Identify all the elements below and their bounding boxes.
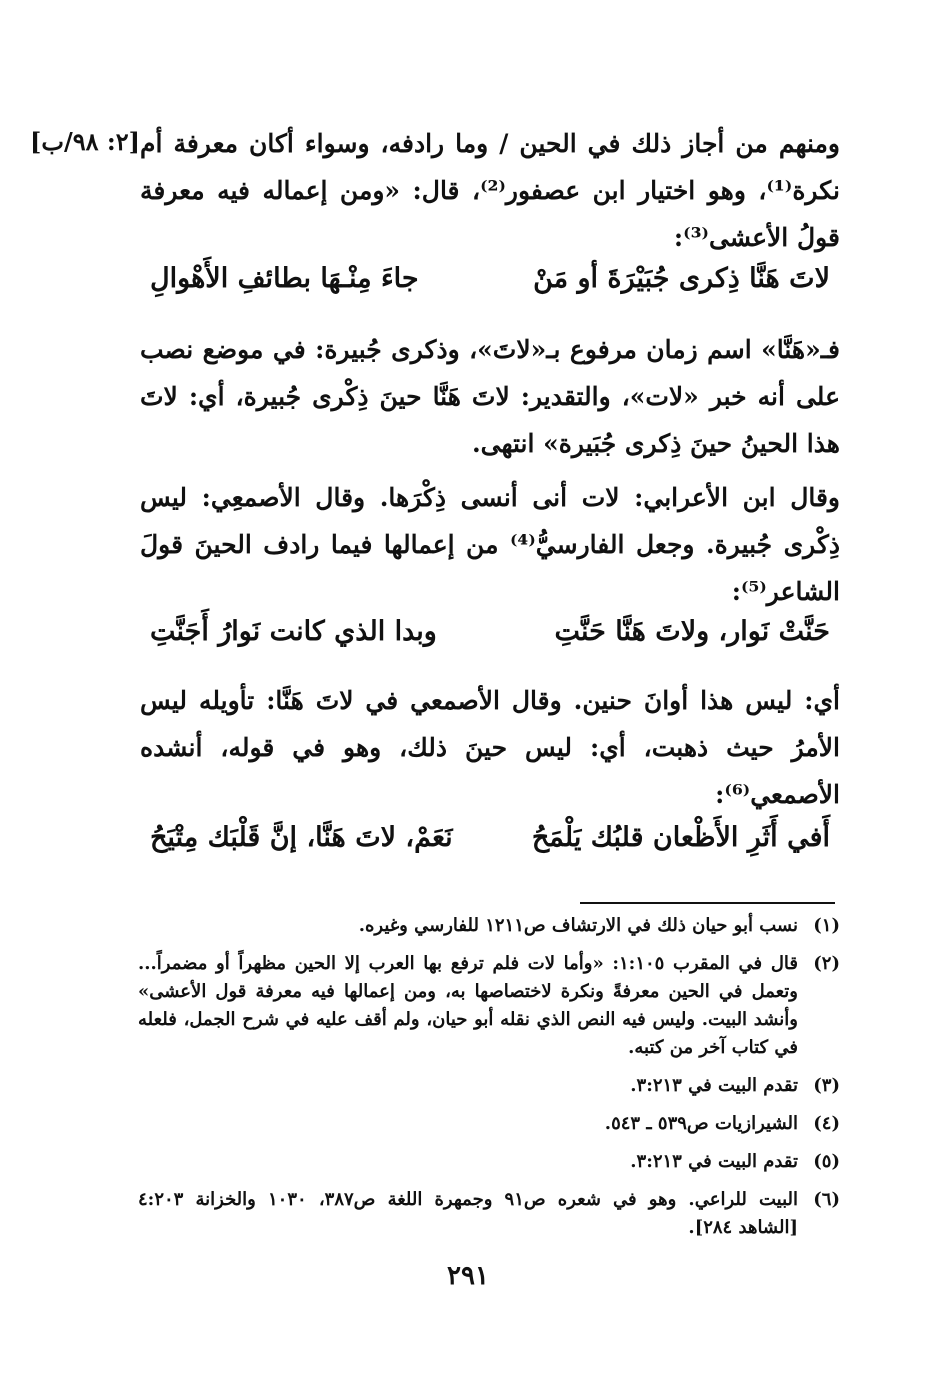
paragraph-1 [140,120,840,261]
footnote-number: (٥) [813,1151,840,1172]
footnote-number: (١) [813,915,840,936]
footnote-text: تقدم البيت في ٣:٢١٣. [630,1075,798,1096]
footnote-5 [138,1148,840,1176]
footnote-separator-rule [580,902,835,904]
verse-2 [150,616,830,647]
manuscript-ref-marker: [٢: ٩٨/ب] [30,127,140,156]
verse-3 [150,822,830,853]
footnote-text: الشيرازيات ص٥٣٩ ـ ٥٤٣. [604,1113,798,1134]
verse-second-hemistich: وبدا الذي كانت نَوارُ أَجَنَّتِ [150,616,437,647]
footnote-text: البيت للراعي. وهو في شعره ص٩١ وجمهرة اللغة ص٣٨٧، ١٠٣٠ والخزانة ٤:٢٠٣ [الشاهد ٢٨٤]. [138,1189,798,1238]
paragraph-3 [140,474,840,615]
verse-first-hemistich: حَنَّتْ نَوار، ولاتَ هَنَّا حَنَّتِ [554,616,830,647]
footnote-text: قال في المقرب ١:١٠٥: «وأما لات فلم ترفع بها العرب إلا الحين مظهراً أو مضمراً... وتعمل في الحين معرفةً ونكرة لاختصاصها به، ومن إعمالها فيه معرفة قول الأعشى» وأنشد البيت. وليس فيه النص الذي نقله أبو حيان، ولم أقف عليه في شرح الجمل، فلعله في كتاب آخر من كتبه. [138,953,799,1058]
footnote-text: نسب أبو حيان ذلك في الارتشاف ص١٢١١ للفارسي وغيره. [358,915,798,936]
page-number: ٢٩١ [447,1261,489,1291]
footnote-6 [138,1186,840,1242]
paragraph-2 [140,326,840,467]
footnote-number: (٦) [813,1189,840,1210]
paragraph-4 [140,677,840,818]
verse-second-hemistich: جاءَ مِنْـهَا بطائفِ الأَهْوالِ [150,263,419,294]
paragraph-text: فـ«هَنَّا» اسم زمان مرفوع بـ«لاتَ»، وذكرى جُبيرة: في موضع نصب على أنه خبر «لات»، والتقدير: لاتَ هَنَّا حينَ ذِكْرى جُبيرة، أي: لاتَ هذا الحينُ حينَ ذِكرى جُبَيرة» انتهى. [140,335,840,458]
footnote-number: (٤) [813,1113,840,1134]
verse-first-hemistich: أَفي أَثَرِ الأَظْعان قلبُك يَلْمَحُ [531,822,830,853]
verse-1 [150,263,830,294]
footnote-3 [138,1072,840,1100]
footnote-2 [138,950,840,1062]
footnote-4 [138,1110,840,1138]
paragraph-text: وقال ابن الأعرابي: لات أنى أنسى ذِكْرَها. وقال الأصمعِي: ليس ذِكْرى جُبيرة. وجعل الفارسيُّ⁽⁴⁾ من إعمالها فيما رادف الحينَ قولَ الشاعر⁽⁵⁾: [140,483,840,606]
paragraph-text: أي: ليس هذا أوانَ حنين. وقال الأصمعي في لاتَ هَنَّا: تأويله ليس الأمرُ حيث ذهبت، أي: ليس حينَ ذلك، وهو في قوله، أنشده الأصمعي⁽⁶⁾: [140,686,840,809]
footnote-number: (٣) [813,1075,840,1096]
footnote-text: تقدم البيت في ٣:٢١٣. [630,1151,798,1172]
verse-second-hemistich: نَعَمْ، لاتَ هَنَّا، إنَّ قَلْبَك مِتْيَحُ [150,822,453,853]
footnote-number: (٢) [813,953,840,974]
footnotes [138,912,840,1252]
verse-first-hemistich: لاتَ هَنَّا ذِكرى جُبَيْرَةَ أو مَنْ [533,263,830,294]
footnote-1 [138,912,840,940]
paragraph-text: ومنهم من أجاز ذلك في الحين / وما رادفه، وسواء أكان معرفة أم نكرة⁽¹⁾، وهو اختيار ابن عصفور⁽²⁾، قال: «ومن إعماله فيه معرفة قولُ الأعشى⁽³⁾: [140,129,840,252]
